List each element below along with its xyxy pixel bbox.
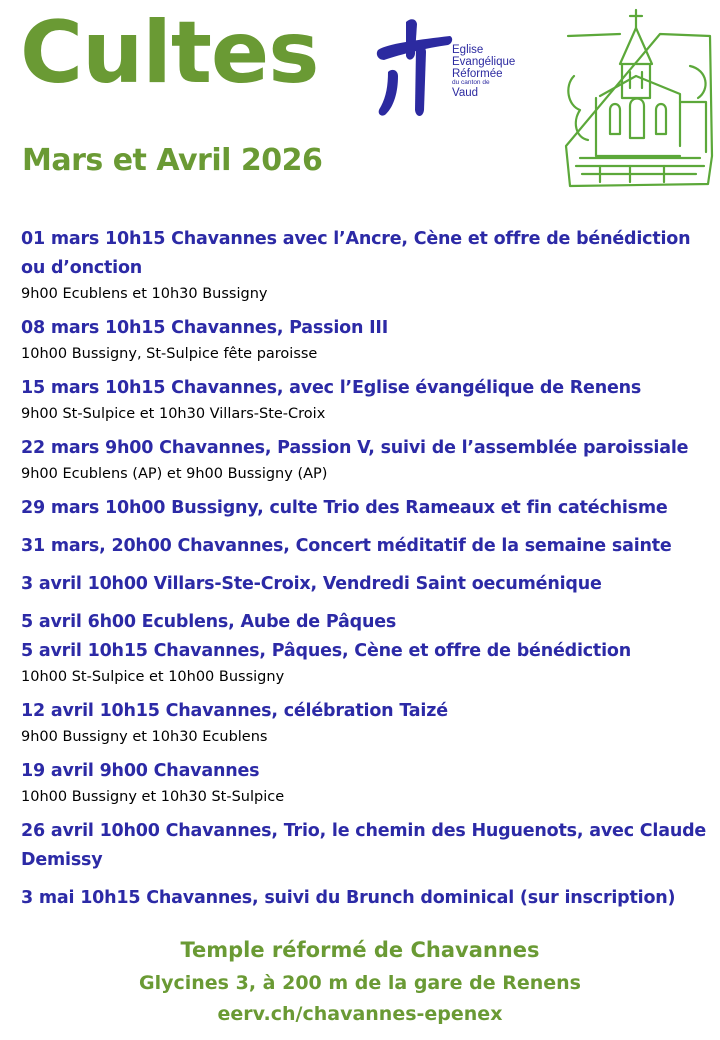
page-subtitle: Mars et Avril 2026 (22, 143, 323, 178)
church-drawing-icon (560, 6, 715, 188)
event-item (21, 697, 711, 748)
event-title: 08 mars 10h15 Chavannes, Passion III (21, 318, 389, 338)
event-other-services: 10h00 Bussigny, St-Sulpice fête paroisse (21, 346, 318, 362)
page-title: Cultes (20, 3, 319, 103)
logo-line: Evangélique (452, 56, 516, 69)
event-item (21, 817, 711, 875)
footer-address: Glycines 3, à 200 m de la gare de Renens (139, 972, 581, 994)
footer-website: eerv.ch/chavannes-epenex (217, 1003, 503, 1025)
footer-venue: Temple réformé de Chavannes (180, 938, 540, 962)
event-title: 3 avril 10h00 Villars-Ste-Croix, Vendredi Saint oecuménique (21, 574, 602, 594)
events-list (21, 225, 711, 922)
event-other-services: 9h00 St-Sulpice et 10h30 Villars-Ste-Croix (21, 406, 326, 422)
logo-line: Vaud (452, 87, 479, 99)
event-other-services: 9h00 Ecublens (AP) et 9h00 Bussigny (AP) (21, 466, 328, 482)
event-title: 3 mai 10h15 Chavannes, suivi du Brunch dominical (sur inscription) (21, 888, 676, 908)
event-item (21, 494, 711, 523)
event-other-services: 9h00 Bussigny et 10h30 Ecublens (21, 729, 268, 745)
event-item (21, 884, 711, 913)
logo-line: du canton de (452, 79, 490, 87)
event-other-services: 10h00 Bussigny et 10h30 St-Sulpice (21, 789, 285, 805)
event-item (21, 374, 711, 425)
event-item (21, 314, 711, 365)
event-item (21, 532, 711, 561)
event-title: 26 avril 10h00 Chavannes, Trio, le chemin des Huguenots, avec Claude Demissy (21, 821, 707, 870)
event-other-services: 10h00 St-Sulpice et 10h00 Bussigny (21, 669, 285, 685)
event-title: 5 avril 10h15 Chavannes, Pâques, Cène et offre de bénédiction (21, 641, 631, 661)
eerv-cross-icon (376, 14, 456, 124)
footer (0, 932, 720, 1030)
event-title: 19 avril 9h00 Chavannes (21, 761, 260, 781)
event-other-services: 9h00 Ecublens et 10h30 Bussigny (21, 286, 268, 302)
event-title: 01 mars 10h15 Chavannes avec l’Ancre, Cène et offre de bénédiction ou d’onction (21, 229, 691, 278)
event-title: 29 mars 10h00 Bussigny, culte Trio des Rameaux et fin catéchisme (21, 498, 668, 518)
event-title: 5 avril 6h00 Ecublens, Aube de Pâques (21, 612, 397, 632)
event-item (21, 434, 711, 485)
logo-line: Réformée (452, 68, 503, 81)
event-title: 31 mars, 20h00 Chavannes, Concert méditatif de la semaine sainte (21, 536, 672, 556)
logo-line: Eglise (452, 44, 484, 56)
event-title: 15 mars 10h15 Chavannes, avec l’Eglise évangélique de Renens (21, 378, 642, 398)
event-title: 12 avril 10h15 Chavannes, célébration Taizé (21, 701, 448, 721)
event-item (21, 225, 711, 305)
event-item (21, 608, 711, 688)
eerv-logo (376, 14, 536, 134)
event-item (21, 570, 711, 599)
event-title: 22 mars 9h00 Chavannes, Passion V, suivi de l’assemblée paroissiale (21, 438, 689, 458)
event-item (21, 757, 711, 808)
